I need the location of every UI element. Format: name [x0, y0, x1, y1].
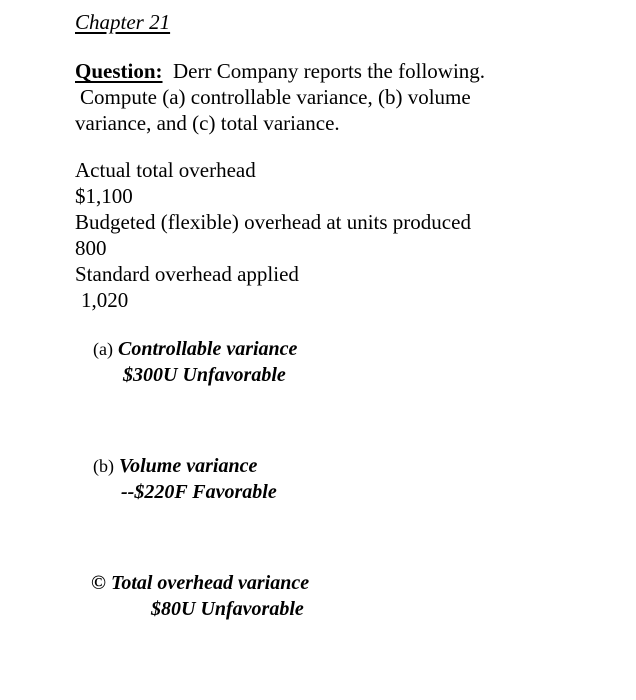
answer-c: [91, 570, 309, 622]
answer-b: [93, 453, 277, 505]
answer-a-title: Controllable variance: [117, 338, 298, 360]
answer-a-amount: $300U Unfavorable: [123, 364, 286, 386]
answer-c-amount: $80U Unfavorable: [151, 598, 304, 620]
answer-b-tag: (b): [93, 456, 114, 476]
budgeted-overhead-label: Budgeted (flexible) overhead at units produced: [75, 210, 471, 234]
answer-a-heading: [93, 336, 297, 362]
actual-overhead-value: $1,100: [75, 184, 133, 208]
question-block: [75, 58, 545, 136]
actual-overhead-label: Actual total overhead: [75, 158, 256, 182]
standard-overhead-label: Standard overhead applied: [75, 262, 299, 286]
answer-a-tag: (a): [93, 339, 113, 359]
question-line-2: Compute (a) controllable variance, (b) volume: [80, 85, 471, 109]
question-label: Question:: [75, 59, 163, 83]
answer-c-title: © Total overhead variance: [91, 572, 310, 594]
question-line-3: variance, and (c) total variance.: [75, 111, 340, 135]
answer-a: [93, 336, 297, 388]
standard-overhead-value: 1,020: [81, 288, 129, 312]
answer-b-amount: --$220F Favorable: [121, 481, 277, 503]
answer-b-heading: [93, 453, 277, 479]
budgeted-overhead-value: 800: [75, 236, 107, 260]
answer-b-title: Volume variance: [119, 455, 258, 477]
overhead-data-block: [75, 157, 471, 313]
chapter-heading: Chapter 21: [75, 10, 171, 34]
question-text-1: Derr Company reports the following.: [173, 59, 486, 83]
question-line-1: [75, 58, 545, 84]
